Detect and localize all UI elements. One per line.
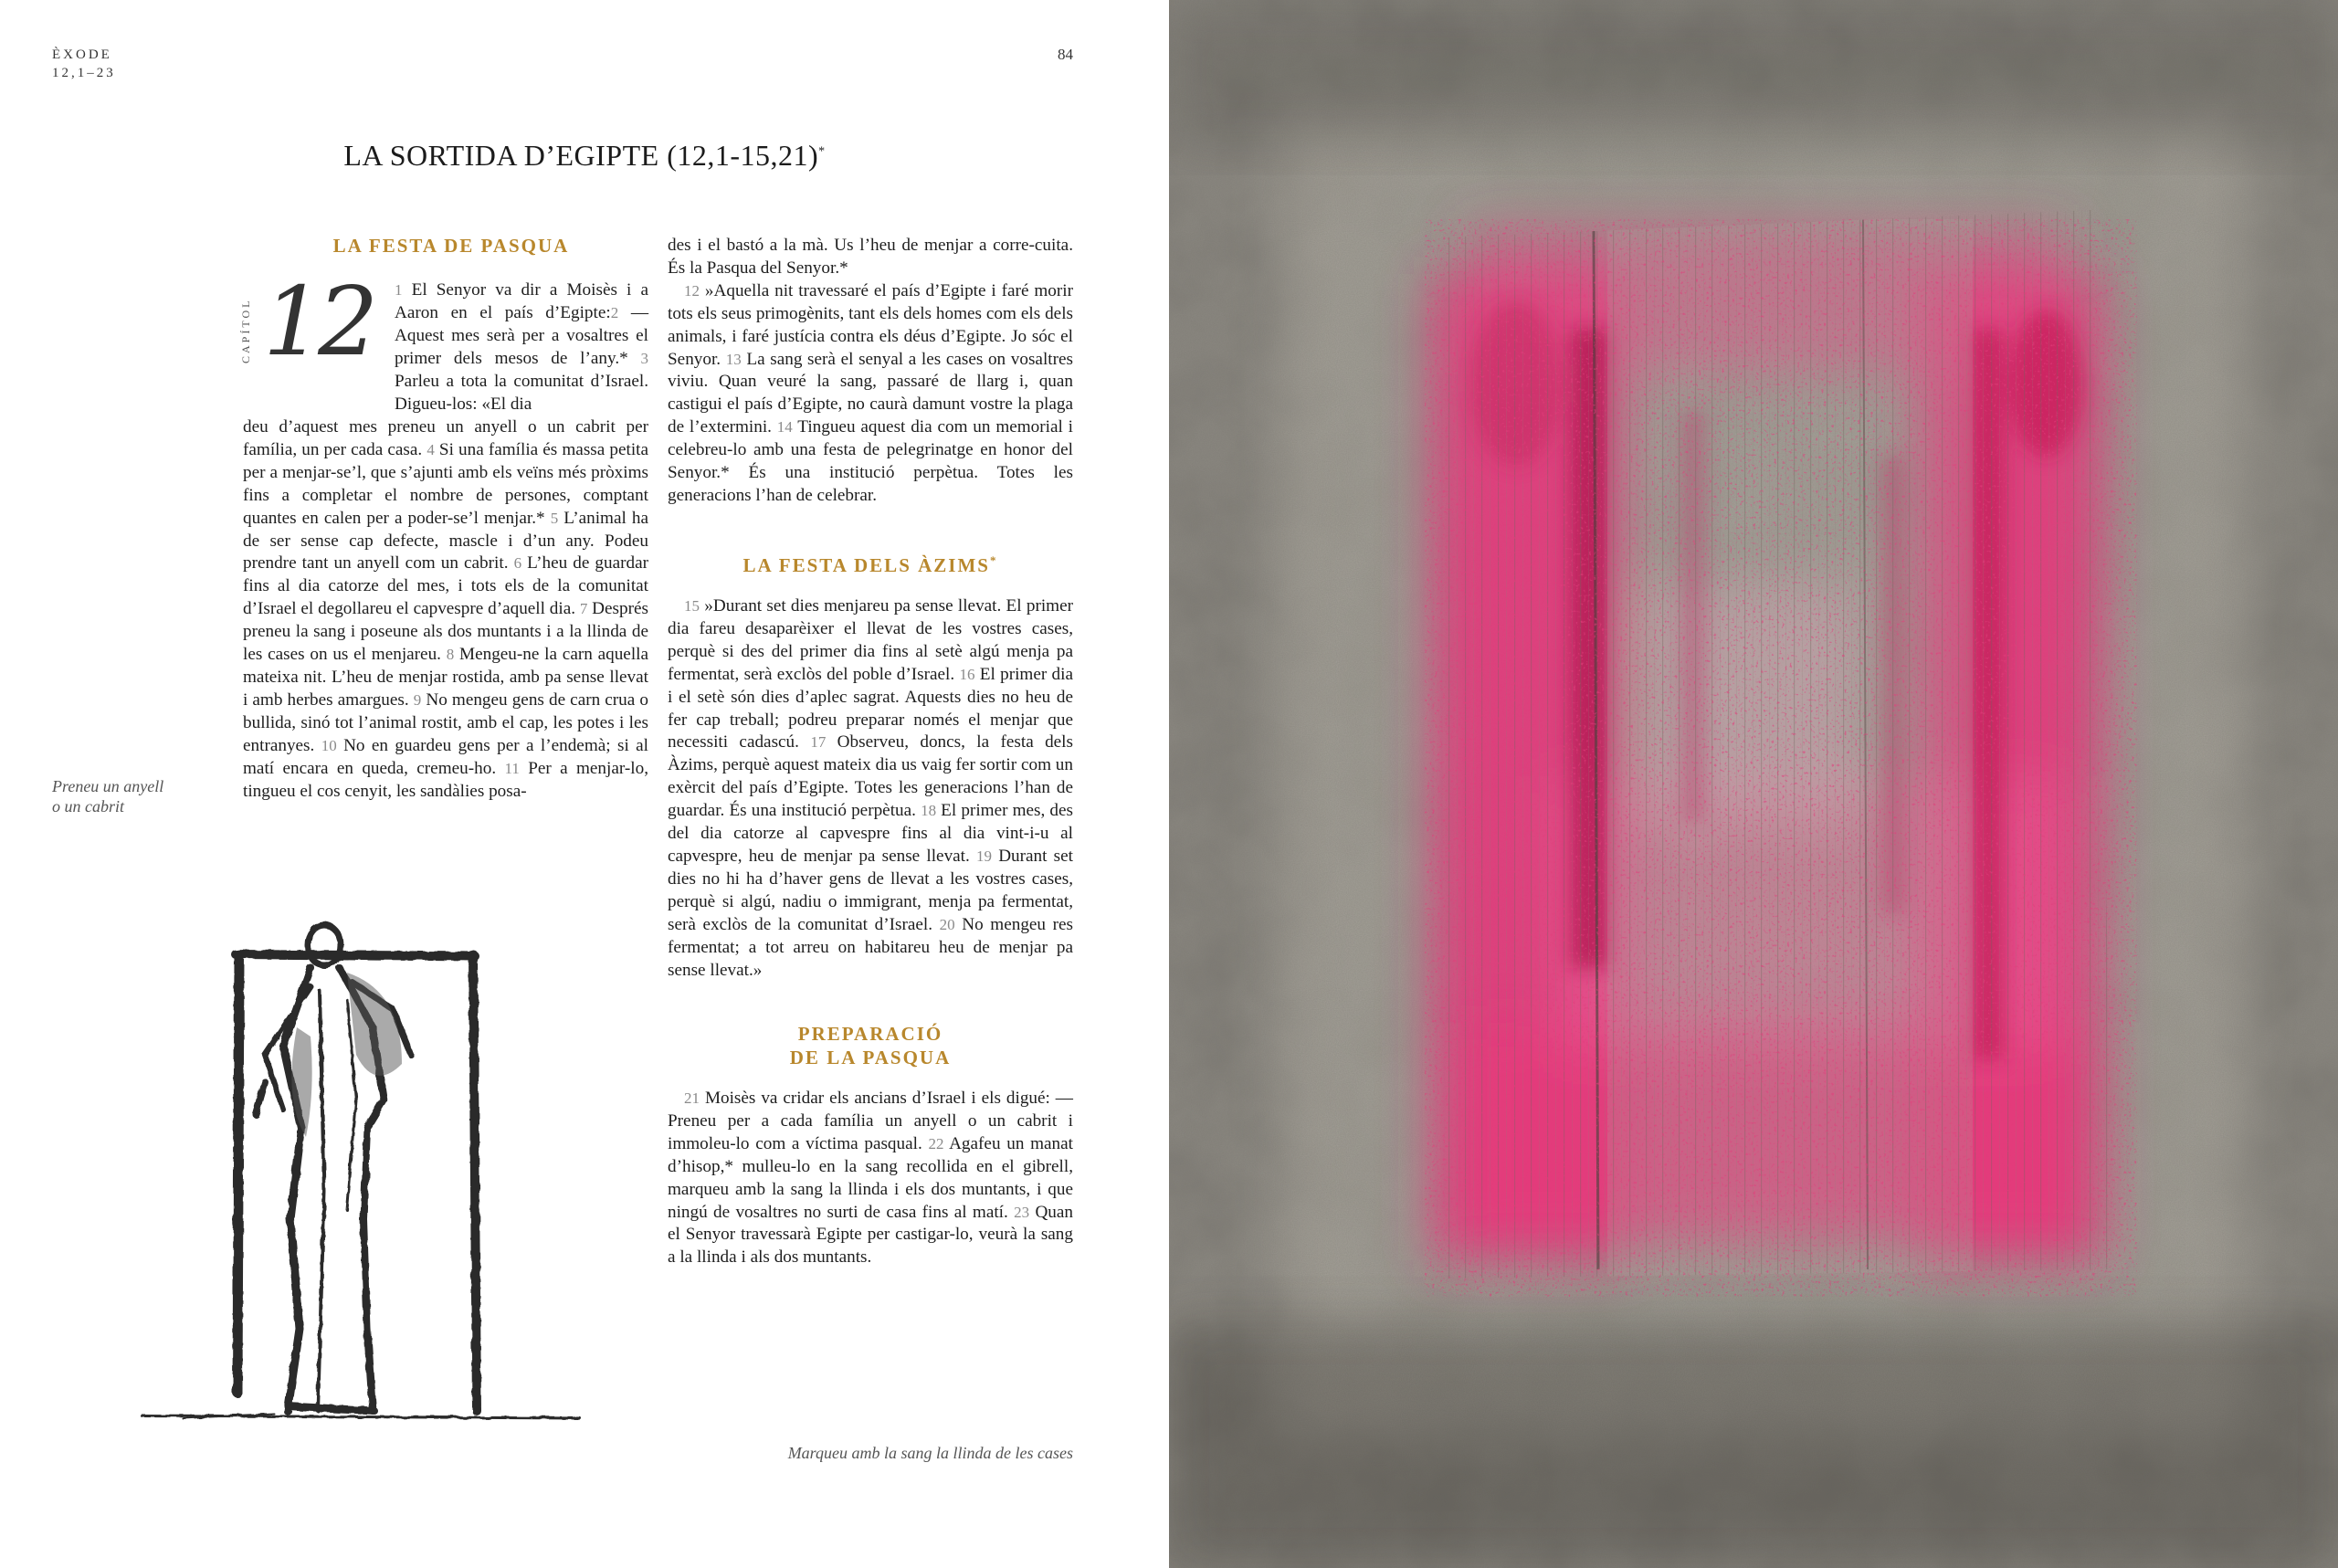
verse-number: 19 — [976, 847, 992, 865]
verse-text: No mengeu res fermentat; a tot arreu on habitareu heu de menjar pa sense llevat.» — [668, 914, 1073, 980]
ink-sketch-figure-in-doorway — [128, 918, 594, 1452]
chapter-title — [0, 139, 1169, 173]
section-heading-line: DE LA PASQUA — [789, 1047, 952, 1068]
verse-text: Tingueu aquest dia com un memorial i celebreu-lo amb una festa de pelegrinatge en honor del Senyor.* És una institució perpètua. Totes les generacions l’han de celebrar. — [668, 417, 1073, 505]
verse-number: 17 — [810, 733, 827, 752]
verse-number: 15 — [684, 597, 700, 615]
verse-number: 13 — [725, 350, 742, 368]
verse-text: Quan el Senyor travessarà Egipte per castigar-lo, veurà la sang a la llinda i als dos muntants. — [668, 1202, 1073, 1268]
verse-text: »Aquella nit travessaré el país d’Egipte i faré morir tots els seus primogènits, tant els dels homes com els dels animals, i faré justícia contra els déus d’Egipte. Jo sóc el Senyor. — [668, 280, 1073, 369]
verse-number: 20 — [939, 915, 955, 933]
verse-list — [668, 235, 1073, 280]
verse-text: Per a menjar-lo, tingueu el cos cenyit, les sandàlies posa- — [243, 758, 648, 801]
running-head — [52, 46, 116, 82]
page-number: 84 — [1058, 46, 1073, 63]
verse-number: 23 — [1014, 1203, 1030, 1221]
running-head-range: 12,1–23 — [52, 66, 116, 80]
verse-text: Parleu a tota la comunitat d’Israel. Digueu-los: «El dia — [395, 371, 648, 414]
column-2-middle — [668, 595, 1073, 982]
section-heading-festa-azims — [668, 549, 1073, 577]
verse-number: 22 — [928, 1134, 944, 1152]
margin-note-line: Preneu un anyell — [52, 777, 164, 795]
verse-text: L’heu de guardar fins al dia catorze del mes, i tots els de la comunitat d’Israel el degollareu el capvespre d’aquell dia. — [243, 553, 648, 619]
margin-note-line: o un cabrit — [52, 797, 124, 816]
verse-number: 10 — [321, 736, 337, 754]
chapter-label: CAPÍTOL — [239, 298, 252, 363]
verse-text: No mengeu gens de carn crua o bullida, sinó tot l’animal rostit, amb el cap, les potes i les entranyes. — [243, 689, 648, 755]
margin-note-sang: Marqueu amb la sang la llinda de les cases — [787, 1444, 1073, 1462]
section-heading-line: PREPARACIÓ — [797, 1023, 943, 1045]
verse-list — [395, 279, 648, 416]
verse-list — [668, 1088, 1073, 1269]
section-heading-festa-pasqua: LA FESTA DE PASQUA — [332, 235, 570, 257]
verse-number: 5 — [550, 509, 559, 527]
running-head-book: ÈXODE — [52, 47, 112, 62]
verse-number: 3 — [640, 349, 648, 367]
verse-number: 14 — [776, 418, 793, 437]
verse-number: 1 — [395, 281, 403, 299]
column-2-bottom — [668, 1088, 1073, 1269]
verse-text: —Aquest mes serà per a vosaltres el primer dels mesos de l’any.* — [395, 302, 649, 368]
column-1-drop-text — [395, 279, 648, 416]
verse-text: Si una família és massa petita per a menjar-se’l, que s’ajunti amb els veïns més pròxims fins a completar el nombre de persones, comptant quantes en calen per a poder-se’l menjar.* — [243, 439, 648, 528]
margin-note-anyell — [52, 776, 163, 816]
section-heading-text: LA FESTA DELS ÀZIMS — [742, 554, 990, 576]
verse-number: 6 — [513, 554, 522, 573]
verse-number: 11 — [504, 759, 520, 777]
verse-number: 16 — [959, 665, 975, 683]
verse-text: El Senyor va dir a Moisès i a Aaron en el país d’Egipte: — [395, 280, 648, 322]
verse-text: »Durant set dies menjareu pa sense llevat. El primer dia fareu desaparèixer el llevat de les vostres cases, perquè si des del primer dia fins al setè algú menja pa fermentat, serà exclòs del poble d’Israel. — [668, 596, 1073, 684]
verse-text: Moisès va cridar els ancians d’Israel i els digué: —Preneu per a cada família un anyell o un cabrit i immoleu-lo com a víctima pasqual. — [668, 1089, 1073, 1153]
verse-text: El primer dia i el setè són dies d’aplec sagrat. Aquests dies no heu de fer cap treball; podreu preparar només el menjar que necessiti cadascú. — [668, 664, 1073, 752]
verse-number: 2 — [610, 303, 619, 321]
verse-number: 12 — [684, 281, 700, 300]
verse-text: Agafeu un manat d’hisop,* mulleu-lo en la sang recollida en el gibrell, marqueu amb la sang la llinda i els dos muntants, i que ningú de vosaltres no surti de casa fins al matí. — [668, 1133, 1073, 1222]
verse-text: Mengeu-ne la carn aquella mateixa nit. L’heu de menjar rostida, amb pa sense llevat i amb herbes amargues. — [243, 645, 648, 710]
verse-number: 18 — [921, 802, 937, 820]
chapter-title-text: LA SORTIDA D’EGIPTE (12,1-15,21) — [343, 139, 819, 172]
verse-number: 8 — [446, 646, 455, 664]
watercolor-door-painting — [1169, 0, 2338, 1568]
column-2-top — [668, 235, 1073, 508]
verse-list — [668, 280, 1073, 508]
right-page — [1169, 0, 2338, 1568]
verse-text: Després preneu la sang i poseune als dos muntants i a la llinda de les cases on us el menjareu. — [243, 599, 648, 665]
verse-number: 4 — [427, 440, 435, 458]
section-heading-mark: * — [989, 553, 998, 567]
verse-text: Observeu, doncs, la festa dels Àzims, perquè aquest mateix dia us vaig fer sortir com un exèrcit del país d’Egipte. Totes les generacions l’han de guardar. És una institució perpètua. — [668, 732, 1073, 821]
chapter-title-mark: * — [818, 144, 826, 159]
verse-number: 7 — [579, 600, 588, 618]
verse-text: La sang serà el senyal a les cases on vosaltres viviu. Quan veuré la sang, passaré de llarg i, quan castigui el país d’Egipte, no caurà damunt vostre la plaga de l’extermini. — [668, 349, 1073, 437]
verse-text: Durant set dies no hi ha d’haver gens de llevat a les vostres cases, perquè si algú, nadiu o immigrant, menja pa fermentat, serà exclòs de la comunitat d’Israel. — [668, 846, 1073, 934]
chapter-number: 12 — [263, 266, 374, 377]
verse-number: 21 — [684, 1089, 700, 1107]
verse-text: deu d’aquest mes preneu un anyell o un cabrit per família, un per cada casa. — [243, 417, 648, 459]
verse-list — [243, 416, 648, 803]
verse-list — [668, 595, 1073, 982]
column-1-body — [243, 416, 648, 803]
verse-text: El primer mes, des del dia catorze al capvespre fins al dia vint-i-u al capvespre, heu de menjar pa sense llevat. — [668, 801, 1073, 866]
verse-text: des i el bastó a la mà. Us l’heu de menjar a corre-cuita. És la Pasqua del Senyor.* — [668, 236, 1073, 278]
section-heading-preparacio — [668, 1022, 1073, 1069]
verse-text: No en guardeu gens per a l’endemà; si al matí encara en queda, cremeu-ho. — [243, 735, 648, 778]
verse-number: 9 — [413, 690, 422, 709]
verse-text: L’animal ha de ser sense cap defecte, mascle i d’un any. Podeu prendre tant un anyell com un cabrit. — [243, 508, 648, 574]
